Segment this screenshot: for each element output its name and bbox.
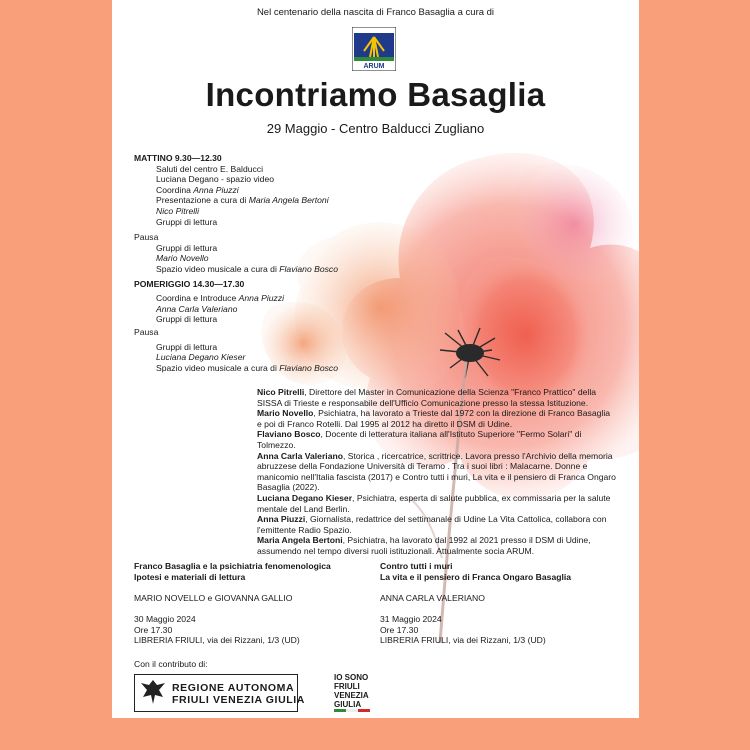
event-1 (134, 561, 364, 646)
bio: Anna Piuzzi, Giornalista, redattrice del settimanale di Udine La Vita Cattolica, collabora con l'emittente Radio Spazio. (257, 514, 607, 535)
morning-line: Luciana Degano - spazio video (156, 174, 275, 185)
program-morning (134, 153, 329, 227)
afternoon-line: Coordina e Introduce Anna Piuzzi (156, 293, 285, 304)
morning-line: Presentazione a cura di Maria Angela Bertoni (156, 195, 329, 206)
morning-line: Nico Pitrelli (156, 205, 199, 216)
morning-line: Coordina Anna Piuzzi (156, 184, 239, 195)
logo-label: ARUM (363, 63, 385, 70)
event-place: LIBRERIA FRIULI, via dei Rizzani, 1/3 (UD) (134, 635, 300, 646)
bio: Anna Carla Valeriano, Storica , ricercatrice, scrittrice. Lavora presso l'Archivio della memoria abruzzese della Fondazione Università di Teramo . Tra i suoi libri : Malacarne. Donne e manicomio nell'Italia fascista (2017) e Contro tutti i muri, La vita e il pensiero di Franca Ongaro Basaglia (2022). (257, 450, 616, 493)
afternoon-line: Anna Carla Valeriano (156, 303, 238, 314)
poster (112, 0, 639, 718)
program-afternoon (134, 279, 284, 325)
morning-heading: MATTINO 9.30—12.30 (134, 153, 222, 163)
event-time: Ore 17.30 (134, 624, 173, 635)
pause-line: Gruppi di lettura (156, 341, 218, 352)
region-name: REGIONE AUTONOMA FRIULI VENEZIA GIULIA (172, 682, 305, 706)
contribution-label: Con il contributo di: (134, 659, 208, 669)
pause-line: Spazio video musicale a cura di Flaviano Bosco (156, 362, 339, 373)
fvg-brand: IO SONO FRIULI VENEZIA GIULIA (334, 673, 369, 709)
event-title: Franco Basaglia e la psichiatria fenomenologica (134, 561, 331, 571)
pause-line: Spazio video musicale a cura di Flaviano Bosco (156, 263, 339, 274)
poster-title: Incontriamo Basaglia (205, 76, 546, 113)
pause-line: Luciana Degano Kieser (156, 352, 246, 363)
bio: Mario Novello, Psichiatra, ha lavorato a Trieste dal 1972 con la direzione di Franco Basaglia e poi di Franco Rotelli. Dal 1995 al 2012 ha diretto il DSM di Udine. (257, 408, 611, 429)
pause-heading: Pausa (134, 327, 159, 337)
intro-text: Nel centenario della nascita di Franco Basaglia a cura di (256, 7, 495, 18)
event-subtitle: La vita e il pensiero di Franca Ongaro Basaglia (380, 571, 572, 582)
event-2 (380, 561, 630, 646)
event-date: 30 Maggio 2024 (134, 613, 196, 624)
afternoon-heading: POMERIGGIO 14.30—17.30 (134, 279, 245, 289)
afternoon-line: Gruppi di lettura (156, 314, 218, 325)
pause-line: Mario Novello (156, 253, 209, 264)
morning-line: Saluti del centro E. Balducci (156, 163, 264, 174)
event-authors: MARIO NOVELLO e GIOVANNA GALLIO (134, 592, 293, 603)
pause-line: Gruppi di lettura (156, 242, 218, 253)
event-subtitle: Ipotesi e materiali di lettura (134, 571, 246, 582)
program-pause-1 (134, 232, 338, 274)
bio: Flaviano Bosco, Docente di letteratura italiana all'Istituto Superiore "Fermo Solari" di Tolmezzo. (257, 429, 582, 450)
italian-flag-stripe (334, 709, 370, 712)
event-place: LIBRERIA FRIULI, via dei Rizzani, 1/3 (UD) (380, 635, 546, 646)
poster-subtitle: 29 Maggio - Centro Balducci Zugliano (266, 121, 485, 136)
arum-logo (352, 27, 396, 71)
bio: Nico Pitrelli, Direttore del Master in Comunicazione della Scienza "Franco Prattico" della SISSA di Trieste e responsabile dell'Ufficio Comunicazione presso la stessa Istituzione. (257, 387, 597, 408)
pause-heading: Pausa (134, 232, 159, 242)
morning-line: Gruppi di lettura (156, 216, 218, 227)
program-pause-2 (134, 327, 338, 373)
speaker-bios (257, 387, 617, 557)
eagle-icon (139, 677, 167, 707)
event-time: Ore 17.30 (380, 624, 419, 635)
bio: Luciana Degano Kieser, Psichiatra, esperta di salute pubblica, ex commissaria per la salute mentale del Land Berlin. (257, 492, 611, 514)
bio: Maria Angela Bertoni, Psichiatra, ha lavorato dal 1992 al 2021 presso il DSM di Udine, assumendo nel tempo diversi ruoli istituzionali. Attualmente socia ARUM. (257, 535, 591, 556)
event-authors: ANNA CARLA VALERIANO (380, 592, 485, 603)
event-title: Contro tutti i muri (380, 561, 453, 571)
event-date: 31 Maggio 2024 (380, 613, 442, 624)
